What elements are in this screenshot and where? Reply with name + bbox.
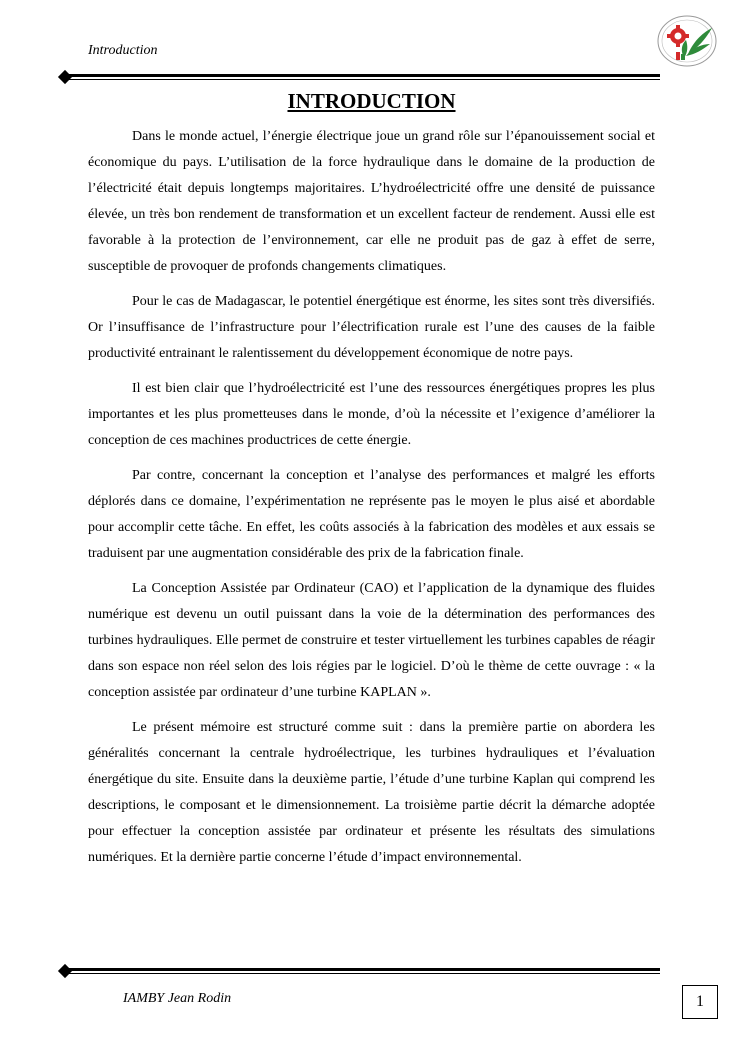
footer-author: IAMBY Jean Rodin	[123, 991, 232, 1006]
paragraph: Le présent mémoire est structuré comme suit : dans la première partie on abordera les généralités concernant la centrale hydroélectrique, les turbines hydrauliques et l’évaluation énergétique du site. Ensuite dans la deuxième partie, l’étude d’une turbine Kaplan qui comprend les descriptions, le composant et le dimensionnement. La troisième partie décrit la démarche adoptée pour effectuer la conception assistée par ordinateur et présente les résultats des simulations numériques. Et la dernière partie concerne l’étude d’impact environnemental.	[88, 720, 655, 865]
rule-diamond-left	[58, 964, 72, 978]
rule-thick-line	[68, 968, 660, 971]
header-rule	[60, 72, 660, 82]
paragraph: La Conception Assistée par Ordinateur (CAO) et l’application de la dynamique des fluides numérique est devenu un outil puissant dans la voie de la détermination des performances des turbines hydrauliques. Elle permet de construire et tester virtuellement les turbines capables de réagir dans son espace non réel selon des lois régies par le logiciel. D’où le thème de cette ouvrage : « la conception assistée par ordinateur d’une turbine KAPLAN ».	[88, 581, 655, 700]
footer-rule	[60, 966, 660, 976]
paragraph: Par contre, concernant la conception et l’analyse des performances et malgré les efforts déplorés dans ce domaine, l’expérimentation ne représente pas le moyen le plus aisé et abordable pour accomplir cette tâche. En effet, les coûts associés à la fabrication des modèles et aux essais se traduisent par une augmentation considérable des prix de la fabrication finale.	[88, 468, 655, 561]
university-logo-icon	[656, 14, 718, 68]
paragraph: Pour le cas de Madagascar, le potentiel énergétique est énorme, les sites sont très diversifiés. Or l’insuffisance de l’infrastructure pour l’électrification rurale est l’une des causes de la faible productivité entrainant le ralentissement du développement économique de notre pays.	[88, 294, 655, 361]
rule-thick-line	[68, 74, 660, 77]
page-number: 1	[682, 985, 718, 1019]
rule-thin-line	[68, 973, 660, 974]
page-title: INTRODUCTION	[287, 89, 456, 113]
body-text	[88, 124, 655, 880]
header-section-label: Introduction	[88, 43, 158, 58]
rule-thin-line	[68, 79, 660, 80]
paragraph: Il est bien clair que l’hydroélectricité est l’une des ressources énergétiques propres les plus importantes et les plus prometteuses dans le monde, d’où la nécessite et l’exigence d’améliorer la conception de ces machines productrices de cette énergie.	[88, 381, 655, 448]
paragraph: Dans le monde actuel, l’énergie électrique joue un grand rôle sur l’épanouissement social et économique du pays. L’utilisation de la force hydraulique dans le domaine de la production de l’électricité était depuis longtemps majoritaires. L’hydroélectricité offre une densité de puissance élevée, un très bon rendement de transformation et un excellent facteur de rendement. Aussi elle est favorable à la protection de l’environnement, car elle ne produit pas de gaz à effet de serre, susceptible de provoquer de profonds changements climatiques.	[88, 129, 655, 274]
rule-diamond-left	[58, 70, 72, 84]
